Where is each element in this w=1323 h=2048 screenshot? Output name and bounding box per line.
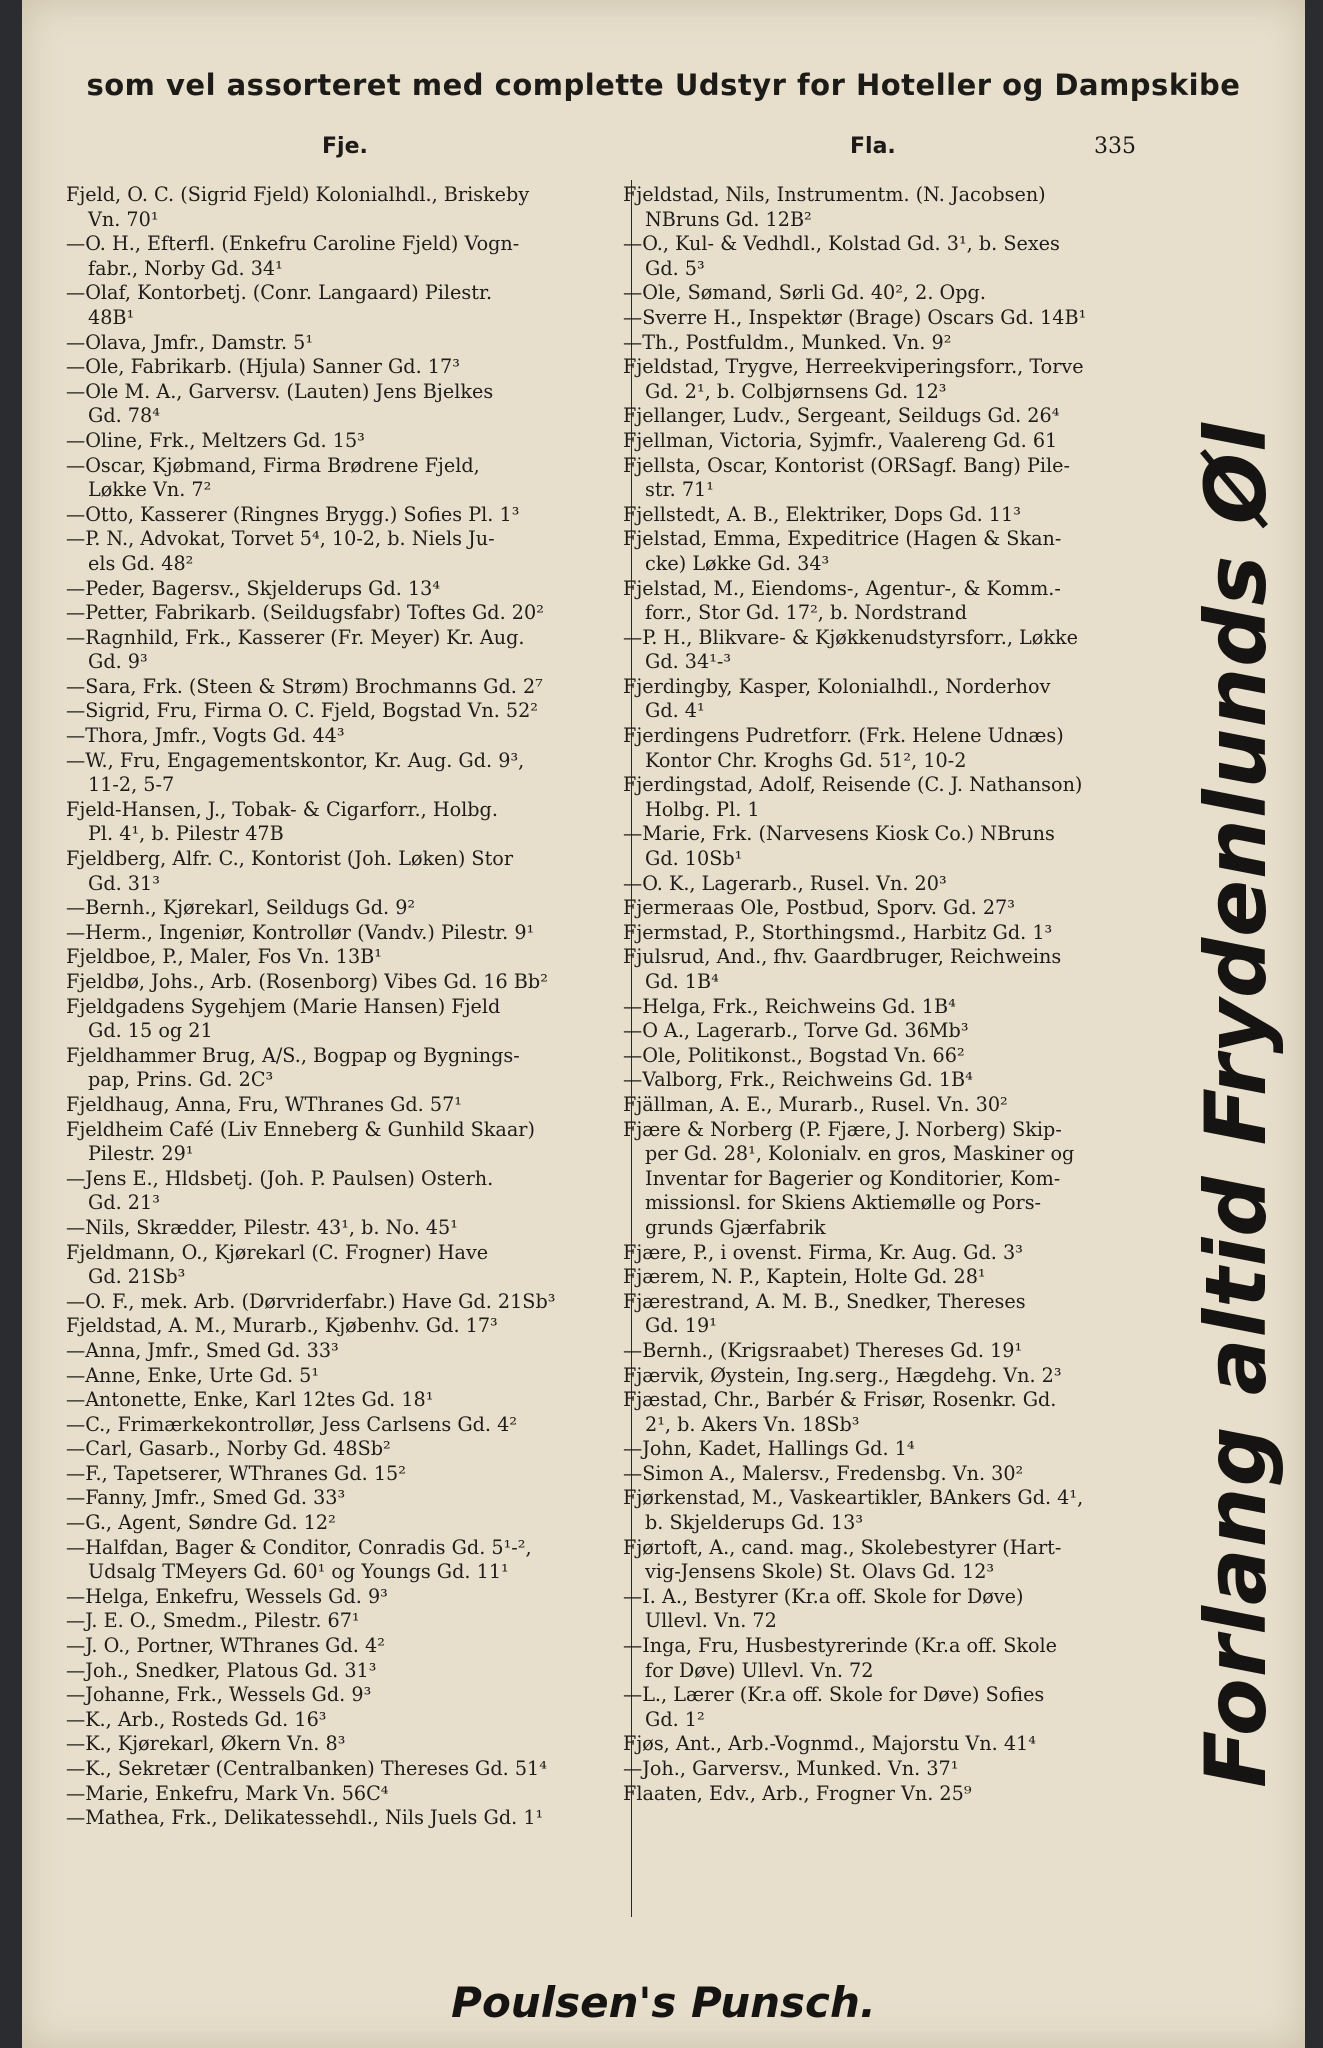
- entry-continuation: missionsl. for Skiens Aktiemølle og Pors-: [645, 1191, 1042, 1215]
- entry-continuation: Gd. 10Sb¹: [645, 847, 743, 871]
- entry-line: Fjermstad, P., Storthingsmd., Harbitz Gd. 1³: [623, 920, 1053, 944]
- entry-line: Fjulsrud, And., fhv. Gaardbruger, Reichweins: [623, 945, 1062, 969]
- entry-line: —Ole M. A., Garversv. (Lauten) Jens Bjelkes: [66, 379, 494, 403]
- directory-entry: [623, 1118, 1183, 1241]
- entry-line: Fjeldbø, Johs., Arb. (Rosenborg) Vibes Gd. 16 Bb²: [66, 970, 548, 993]
- entry-line: Fjeldstad, A. M., Murarb., Kjøbenhv. Gd. 17³: [66, 1314, 498, 1338]
- entry-continuation: Gd. 34¹-³: [645, 650, 732, 674]
- directory-entry: [623, 183, 1183, 232]
- entry-line: Fjøs, Ant., Arb.-Vognmd., Majorstu Vn. 41⁴: [623, 1732, 1036, 1756]
- directory-entry: [66, 847, 638, 896]
- directory-entry: [66, 331, 638, 356]
- directory-entry: [623, 577, 1183, 626]
- directory-entry: [623, 1093, 1183, 1118]
- entry-continuation: Gd. 78⁴: [88, 404, 160, 428]
- entry-line: Fjærestrand, A. M. B., Snedker, Thereses: [623, 1289, 1026, 1313]
- directory-entry: [66, 1511, 638, 1536]
- entry-line: —Bernh., Kjørekarl, Seildugs Gd. 9²: [66, 896, 416, 920]
- directory-entry: [623, 454, 1183, 503]
- entry-line: Fjeldstad, Nils, Instrumentm. (N. Jacobsen): [623, 183, 1046, 206]
- directory-entry: [66, 896, 638, 921]
- entry-line: —W., Fru, Engagementskontor, Kr. Aug. Gd. 9³,: [66, 748, 525, 772]
- directory-entry: [66, 1388, 638, 1413]
- directory-entry: [66, 1437, 638, 1462]
- entry-line: —K., Arb., Rosteds Gd. 16³: [66, 1707, 327, 1731]
- entry-line: —P. H., Blikvare- & Kjøkkenudstyrsforr., Løkke: [623, 625, 1078, 649]
- entry-line: —Sverre H., Inspektør (Brage) Oscars Gd. 14B¹: [623, 305, 1087, 329]
- entry-line: —Simon A., Malersv., Fredensbg. Vn. 30²: [623, 1461, 1024, 1485]
- entry-line: —Bernh., (Krigsraabet) Thereses Gd. 19¹: [623, 1338, 1023, 1362]
- entry-continuation: 48B¹: [88, 305, 135, 329]
- entry-line: —I. A., Bestyrer (Kr.a off. Skole for Døve): [623, 1584, 1024, 1608]
- side-advert: [1187, 422, 1285, 1788]
- entry-line: —K., Kjørekarl, Økern Vn. 8³: [66, 1732, 346, 1756]
- directory-entry: [66, 749, 638, 798]
- directory-entry: [623, 1068, 1183, 1093]
- directory-entry: [623, 503, 1183, 528]
- entry-continuation: pap, Prins. Gd. 2C³: [88, 1068, 274, 1092]
- entry-line: Fjeldheim Café (Liv Enneberg & Gunhild Skaar): [66, 1117, 535, 1141]
- directory-entry: [66, 1093, 638, 1118]
- entry-continuation: forr., Stor Gd. 17², b. Nordstrand: [645, 601, 968, 625]
- entry-line: Fjeldhammer Brug, A/S., Bogpap og Bygnings-: [66, 1043, 520, 1067]
- entry-line: Fjære & Norberg (P. Fjære, J. Norberg) Skip-: [623, 1117, 1062, 1141]
- directory-entry: [66, 626, 638, 675]
- entry-continuation: Gd. 1²: [645, 1707, 705, 1731]
- directory-entry: [66, 970, 638, 995]
- entry-continuation: Gd. 31³: [88, 871, 160, 895]
- entry-line: —John, Kadet, Hallings Gd. 1⁴: [623, 1437, 915, 1461]
- directory-entry: [66, 1536, 638, 1585]
- entry-continuation: Gd. 19¹: [645, 1314, 717, 1338]
- entry-line: —Thora, Jmfr., Vogts Gd. 44³: [66, 724, 345, 748]
- directory-entry: [623, 1241, 1183, 1266]
- directory-entry: [66, 995, 638, 1044]
- entry-line: Fjørtoft, A., cand. mag., Skolebestyrer (Hart-: [623, 1535, 1062, 1559]
- directory-page: [22, 0, 1305, 2048]
- entry-continuation: els Gd. 48²: [88, 551, 194, 575]
- entry-line: —F., Tapetserer, WThranes Gd. 15²: [66, 1461, 406, 1485]
- directory-entry: [623, 1437, 1183, 1462]
- entry-line: —Ole, Politikonst., Bogstad Vn. 66²: [623, 1043, 965, 1067]
- directory-entry: [623, 1732, 1183, 1757]
- directory-entry: [623, 1265, 1183, 1290]
- directory-entry: [66, 380, 638, 429]
- directory-entry: [66, 1782, 638, 1807]
- directory-entry: [623, 896, 1183, 921]
- entry-continuation: Ullevl. Vn. 72: [645, 1609, 777, 1633]
- entry-continuation: Pl. 4¹, b. Pilestr 47B: [88, 822, 284, 846]
- directory-entry: [623, 306, 1183, 331]
- entry-continuation: Gd. 2¹, b. Colbjørnsens Gd. 12³: [645, 379, 947, 403]
- directory-entry: [66, 1462, 638, 1487]
- entry-continuation: Udsalg TMeyers Gd. 60¹ og Youngs Gd. 11¹: [88, 1560, 509, 1584]
- directory-entry: [66, 1806, 638, 1831]
- entry-line: Fjermeraas Ole, Postbud, Sporv. Gd. 27³: [623, 896, 1015, 920]
- directory-entry: [623, 1019, 1183, 1044]
- directory-entry: [623, 773, 1183, 822]
- entry-continuation: Gd. 21³: [88, 1191, 160, 1215]
- entry-continuation: Pilestr. 29¹: [88, 1142, 194, 1166]
- entry-continuation: 2¹, b. Akers Vn. 18Sb³: [645, 1412, 860, 1436]
- entry-line: Fjeldberg, Alfr. C., Kontorist (Joh. Løken) Stor: [66, 847, 514, 871]
- entry-line: Fjeldboe, P., Maler, Fos Vn. 13B¹: [66, 945, 382, 969]
- directory-entry: [66, 1585, 638, 1610]
- directory-entry: [623, 281, 1183, 306]
- entry-line: Fjällman, A. E., Murarb., Rusel. Vn. 30²: [623, 1092, 1008, 1116]
- entry-continuation: Holbg. Pl. 1: [645, 797, 760, 821]
- entry-line: Fjeldstad, Trygve, Herreekviperingsforr., Torve: [623, 355, 1084, 379]
- entry-continuation: Inventar for Bagerier og Konditorier, Kom-: [645, 1166, 1061, 1190]
- entry-line: —O., Kul- & Vedhdl., Kolstad Gd. 3¹, b. Sexes: [623, 232, 1060, 256]
- directory-entry: [66, 1413, 638, 1438]
- directory-entry: [66, 1683, 638, 1708]
- directory-entry: [66, 183, 638, 232]
- directory-entry: [623, 331, 1183, 356]
- entry-line: —Herm., Ingeniør, Kontrollør (Vandv.) Pilestr. 9¹: [66, 920, 535, 944]
- directory-entry: [66, 1216, 638, 1241]
- entry-line: —L., Lærer (Kr.a off. Skole for Døve) Sofies: [623, 1683, 1045, 1707]
- entry-line: —Mathea, Frk., Delikatessehdl., Nils Juels Gd. 1¹: [66, 1806, 544, 1830]
- entry-line: —Jens E., Hldsbetj. (Joh. P. Paulsen) Osterh.: [66, 1166, 494, 1190]
- entry-line: —Helga, Enkefru, Wessels Gd. 9³: [66, 1584, 388, 1608]
- directory-entry: [66, 1314, 638, 1339]
- page-number: 335: [1094, 134, 1136, 159]
- left-guide-word: Fje.: [322, 134, 368, 159]
- entry-continuation: Løkke Vn. 7²: [88, 478, 212, 502]
- directory-entry: [66, 945, 638, 970]
- entry-line: —Otto, Kasserer (Ringnes Brygg.) Sofies Pl. 1³: [66, 502, 520, 526]
- footer-advert: Poulsen's Punsch.: [451, 1978, 876, 2027]
- directory-entry: [66, 281, 638, 330]
- entry-line: —Oscar, Kjøbmand, Firma Brødrene Fjeld,: [66, 453, 480, 477]
- entry-line: Fjelstad, Emma, Expeditrice (Hagen & Skan-: [623, 527, 1062, 551]
- directory-entry: [66, 503, 638, 528]
- entry-line: —Johanne, Frk., Wessels Gd. 9³: [66, 1683, 372, 1707]
- entry-continuation: Gd. 5³: [645, 256, 705, 280]
- directory-entry: [66, 798, 638, 847]
- entry-continuation: Vn. 70¹: [88, 207, 159, 231]
- entry-line: —Marie, Frk. (Narvesens Kiosk Co.) NBruns: [623, 822, 1055, 846]
- entry-line: —Th., Postfuldm., Munked. Vn. 9²: [623, 330, 952, 354]
- directory-entry: [66, 1044, 638, 1093]
- directory-entry: [623, 872, 1183, 897]
- directory-entry: [66, 1659, 638, 1684]
- entry-line: —Marie, Enkefru, Mark Vn. 56C⁴: [66, 1781, 389, 1805]
- directory-entry: [623, 1388, 1183, 1437]
- directory-entry: [623, 355, 1183, 404]
- entry-line: —O A., Lagerarb., Torve Gd. 36Mb³: [623, 1019, 969, 1043]
- entry-line: Fjeld, O. C. (Sigrid Fjeld) Kolonialhdl., Briskeby: [66, 183, 530, 206]
- entry-line: —J. O., Portner, WThranes Gd. 4²: [66, 1634, 385, 1658]
- directory-entry: [66, 1241, 638, 1290]
- entry-line: —Ragnhild, Frk., Kasserer (Fr. Meyer) Kr. Aug.: [66, 625, 525, 649]
- entry-line: —P. N., Advokat, Torvet 5⁴, 10-2, b. Niels Ju-: [66, 527, 495, 551]
- directory-entry: [66, 699, 638, 724]
- directory-entry: [66, 1757, 638, 1782]
- entry-continuation: Gd. 21Sb³: [88, 1265, 186, 1289]
- entry-continuation: Gd. 15 og 21: [88, 1019, 213, 1043]
- entry-line: —Carl, Gasarb., Norby Gd. 48Sb²: [66, 1437, 391, 1461]
- directory-entry: [66, 577, 638, 602]
- right-guide-word: Fla.: [850, 134, 896, 159]
- directory-entry: [623, 1339, 1183, 1364]
- directory-entry: [623, 1683, 1183, 1732]
- entry-line: —Helga, Frk., Reichweins Gd. 1B⁴: [623, 994, 956, 1018]
- entry-line: —Ole, Fabrikarb. (Hjula) Sanner Gd. 17³: [66, 355, 460, 379]
- directory-entry: [66, 675, 638, 700]
- entry-continuation: Gd. 1B⁴: [645, 970, 719, 993]
- entry-line: Fjellman, Victoria, Syjmfr., Vaalereng Gd. 61: [623, 428, 1058, 452]
- entry-line: —O. F., mek. Arb. (Dørvriderfabr.) Have Gd. 21Sb³: [66, 1289, 556, 1313]
- directory-entry: [623, 1536, 1183, 1585]
- directory-entry: [66, 454, 638, 503]
- directory-entry: [623, 1634, 1183, 1683]
- entry-line: —C., Frimærkekontrollør, Jess Carlsens Gd. 4²: [66, 1412, 518, 1436]
- entry-continuation: str. 71¹: [645, 478, 714, 502]
- entry-line: Fjeldhaug, Anna, Fru, WThranes Gd. 57¹: [66, 1092, 462, 1116]
- entry-line: Fjæstad, Chr., Barbér & Frisør, Rosenkr. Gd.: [623, 1388, 1057, 1412]
- entry-line: Fjerdingstad, Adolf, Reisende (C. J. Nathanson): [623, 773, 1083, 797]
- entry-line: —Sara, Frk. (Steen & Strøm) Brochmanns Gd. 2⁷: [66, 674, 543, 698]
- directory-entry: [623, 1364, 1183, 1389]
- entry-line: Fjære, P., i ovenst. Firma, Kr. Aug. Gd. 3³: [623, 1240, 1023, 1264]
- entry-line: —Petter, Fabrikarb. (Seildugsfabr) Toftes Gd. 20²: [66, 601, 544, 625]
- directory-entry: [66, 724, 638, 749]
- entry-line: —Joh., Snedker, Platous Gd. 31³: [66, 1658, 377, 1682]
- directory-entry: [623, 724, 1183, 773]
- directory-entry: [623, 429, 1183, 454]
- entry-line: —Sigrid, Fru, Firma O. C. Fjeld, Bogstad Vn. 52²: [66, 699, 539, 723]
- directory-entry: [66, 1486, 638, 1511]
- side-advert-text: Forlang altid Frydenlunds Øl: [1187, 422, 1285, 1788]
- entry-line: —K., Sekretær (Centralbanken) Thereses Gd. 51⁴: [66, 1757, 547, 1780]
- directory-entry: [66, 601, 638, 626]
- directory-entry: [623, 921, 1183, 946]
- entry-line: —Antonette, Enke, Karl 12tes Gd. 18¹: [66, 1388, 434, 1412]
- directory-entry: [623, 626, 1183, 675]
- entry-line: Fjærem, N. P., Kaptein, Holte Gd. 28¹: [623, 1265, 986, 1289]
- entry-line: Flaaten, Edv., Arb., Frogner Vn. 25⁹: [623, 1781, 972, 1805]
- directory-entry: [623, 232, 1183, 281]
- entry-line: —Anna, Jmfr., Smed Gd. 33³: [66, 1338, 339, 1362]
- directory-entry: [623, 1462, 1183, 1487]
- entry-line: Fjeldmann, O., Kjørekarl (C. Frogner) Have: [66, 1240, 489, 1264]
- directory-entry: [623, 675, 1183, 724]
- directory-entry: [66, 429, 638, 454]
- directory-entry: [66, 527, 638, 576]
- banner-advert: som vel assorteret med complette Udstyr for Hoteller og Dampskibe: [86, 68, 1241, 102]
- directory-entry: [623, 1782, 1183, 1807]
- entry-line: —Olava, Jmfr., Damstr. 5¹: [66, 330, 314, 354]
- entry-continuation: cke) Løkke Gd. 34³: [645, 551, 830, 575]
- entry-line: —Valborg, Frk., Reichweins Gd. 1B⁴: [623, 1068, 973, 1092]
- entry-continuation: Gd. 9³: [88, 650, 148, 674]
- directory-entry: [623, 1757, 1183, 1782]
- entry-line: Fjærvik, Øystein, Ing.serg., Hægdehg. Vn. 2³: [623, 1363, 1062, 1387]
- directory-entry: [66, 1634, 638, 1659]
- directory-entry: [66, 921, 638, 946]
- entry-continuation: b. Skjelderups Gd. 13³: [645, 1511, 864, 1535]
- directory-entry: [66, 1609, 638, 1634]
- directory-entry: [66, 1732, 638, 1757]
- entry-line: —Ole, Sømand, Sørli Gd. 40², 2. Opg.: [623, 281, 986, 305]
- directory-entry: [623, 822, 1183, 871]
- entry-line: —Halfdan, Bager & Conditor, Conradis Gd. 5¹-²,: [66, 1535, 532, 1559]
- directory-entry: [623, 1044, 1183, 1069]
- directory-entry: [623, 1585, 1183, 1634]
- entry-continuation: Gd. 4¹: [645, 699, 705, 723]
- directory-entry: [66, 1167, 638, 1216]
- entry-continuation: 11-2, 5-7: [88, 773, 175, 797]
- entry-continuation: per Gd. 28¹, Kolonialv. en gros, Maskiner og: [645, 1142, 1075, 1166]
- entry-line: —Fanny, Jmfr., Smed Gd. 33³: [66, 1486, 346, 1510]
- entry-line: Fjellsta, Oscar, Kontorist (ORSagf. Bang) Pile-: [623, 453, 1070, 477]
- entry-line: —Olaf, Kontorbetj. (Conr. Langaard) Pilestr.: [66, 281, 493, 305]
- entry-line: Fjellstedt, A. B., Elektriker, Dops Gd. 11³: [623, 502, 1021, 526]
- entry-line: —G., Agent, Søndre Gd. 12²: [66, 1511, 336, 1535]
- directory-entry: [623, 527, 1183, 576]
- entry-line: —Peder, Bagersv., Skjelderups Gd. 13⁴: [66, 576, 441, 600]
- entry-line: Fjeld-Hansen, J., Tobak- & Cigarforr., Holbg.: [66, 797, 498, 821]
- entry-line: Fjørkenstad, M., Vaskeartikler, BAnkers Gd. 4¹,: [623, 1486, 1084, 1510]
- entry-line: —Oline, Frk., Meltzers Gd. 15³: [66, 428, 365, 452]
- entry-continuation: vig-Jensens Skole) St. Olavs Gd. 12³: [645, 1560, 995, 1584]
- entry-line: —Joh., Garversv., Munked. Vn. 37¹: [623, 1757, 959, 1780]
- directory-entry: [66, 355, 638, 380]
- entry-line: Fjeldgadens Sygehjem (Marie Hansen) Fjeld: [66, 994, 501, 1018]
- entry-line: Fjelstad, M., Eiendoms-, Agentur-, & Komm.-: [623, 576, 1061, 600]
- entry-line: —J. E. O., Smedm., Pilestr. 67¹: [66, 1609, 360, 1633]
- directory-entry: [623, 995, 1183, 1020]
- directory-entry: [66, 232, 638, 281]
- entry-line: —Anne, Enke, Urte Gd. 5¹: [66, 1363, 320, 1387]
- left-column: [66, 183, 638, 1831]
- entry-line: —Inga, Fru, Husbestyrerinde (Kr.a off. Skole: [623, 1634, 1058, 1658]
- entry-line: —O. K., Lagerarb., Rusel. Vn. 20³: [623, 871, 947, 895]
- directory-entry: [623, 945, 1183, 994]
- entry-continuation: NBruns Gd. 12B²: [645, 207, 812, 231]
- directory-entry: [623, 1290, 1183, 1339]
- entry-continuation: Kontor Chr. Kroghs Gd. 51², 10-2: [645, 748, 967, 772]
- entry-line: —O. H., Efterfl. (Enkefru Caroline Fjeld) Vogn-: [66, 232, 520, 256]
- directory-entry: [66, 1339, 638, 1364]
- directory-entry: [623, 404, 1183, 429]
- entry-line: Fjellanger, Ludv., Sergeant, Seildugs Gd. 26⁴: [623, 404, 1060, 428]
- entry-line: Fjerdingby, Kasper, Kolonialhdl., Norderhov: [623, 674, 1051, 698]
- entry-continuation: fabr., Norby Gd. 34¹: [88, 256, 283, 280]
- directory-entry: [66, 1290, 638, 1315]
- entry-continuation: for Døve) Ullevl. Vn. 72: [645, 1658, 874, 1682]
- entry-line: Fjerdingens Pudretforr. (Frk. Helene Udnæs): [623, 724, 1064, 748]
- directory-entry: [623, 1486, 1183, 1535]
- directory-entry: [66, 1708, 638, 1733]
- right-column: [623, 183, 1183, 1806]
- directory-entry: [66, 1118, 638, 1167]
- entry-continuation: grunds Gjærfabrik: [645, 1215, 826, 1239]
- entry-line: —Nils, Skrædder, Pilestr. 43¹, b. No. 45¹: [66, 1215, 458, 1239]
- directory-entry: [66, 1364, 638, 1389]
